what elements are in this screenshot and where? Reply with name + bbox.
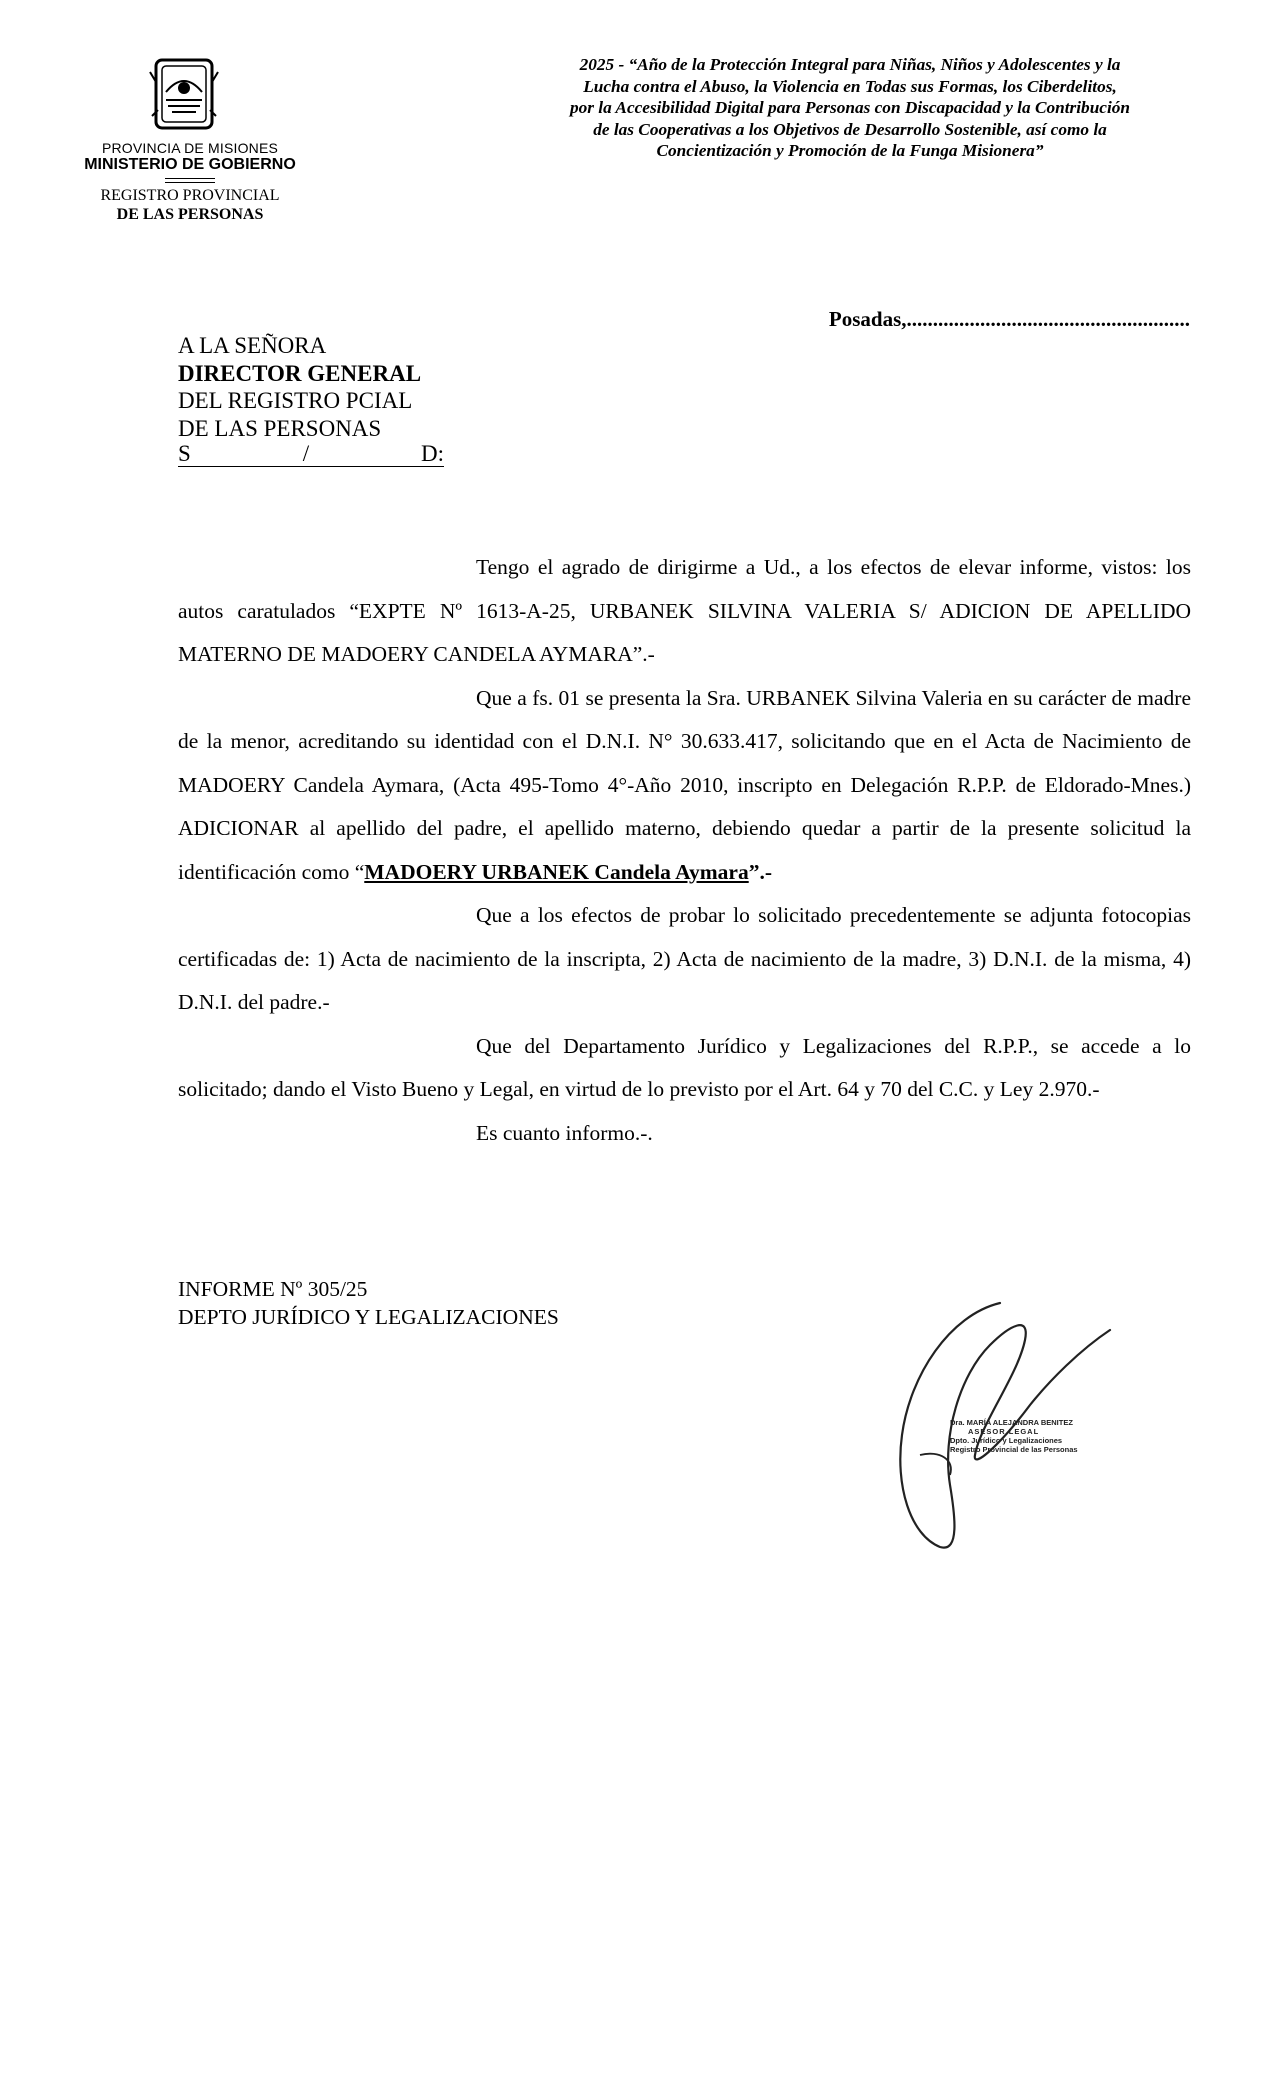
stamp-department: Dpto. Jurídico y Legalizaciones [950, 1436, 1063, 1445]
report-body [178, 546, 1191, 1155]
sd-d: D: [421, 441, 444, 466]
quote-open: “ [354, 859, 365, 884]
province-crest-logo [142, 52, 226, 136]
sd-line [178, 442, 444, 467]
paragraph-closing: Es cuanto informo.-. [476, 1120, 653, 1145]
sd-slash: / [302, 441, 310, 466]
report-department: DEPTO JURÍDICO Y LEGALIZACIONES [178, 1305, 559, 1329]
addressee-line1: A LA SEÑORA [178, 333, 327, 358]
motto-line: 2025 - “Año de la Protección Integral para Niñas, Niños y Adolescentes y la [579, 55, 1121, 74]
province-name: PROVINCIA DE MISIONES [101, 140, 279, 156]
paragraph-intro: Tengo el agrado de dirigirme a Ud., a los efectos de elevar informe, vistos: los autos caratulados “EXPTE Nº 1613-A-25, URBANEK SILVINA VALERIA S/ ADICION DE APELLIDO MATERNO DE MADOERY CANDELA AYMARA”.- [178, 555, 1191, 666]
registry-name-line2: DE LAS PERSONAS [116, 206, 264, 223]
report-number: INFORME Nº 305/25 [178, 1277, 368, 1301]
motto-line: de las Cooperativas a los Objetivos de Desarrollo Sostenible, así como la [593, 119, 1107, 139]
motto-line: Lucha contra el Abuso, la Violencia en Todas sus Formas, los Ciberdelitos, [583, 76, 1117, 96]
stamp-name: Dra. MARÍA ALEJANDRA BENITEZ [950, 1418, 1073, 1427]
motto-line: por la Accesibilidad Digital para Personas con Discapacidad y la Contribución [569, 98, 1131, 117]
paragraph-attachments: Que a los efectos de probar lo solicitado precedentemente se adjunta fotocopias certificadas de: 1) Acta de nacimiento de la inscripta, 2) Acta de nacimiento de la madre, 3) D.N.I. de la misma, 4) D.N.I. del padre.- [178, 903, 1191, 1014]
addressee-title: DIRECTOR GENERAL [178, 360, 422, 386]
request-text: Que a fs. 01 se presenta la Sra. URBANEK Silvina Valeria en su carácter de madre de la menor, acreditando su identidad con el D.N.I. N° 30.633.417, solicitando que en el Acta de Nacimiento de MADOERY Candela Aymara, (Acta 495-Tomo 4°-Año 2010, inscripto en Delegación R.P.P. de Eldorado-Mnes.) ADICIONAR al apellido del padre, el apellido materno, debiendo quedar a partir de la presente solicitud la identificación como [178, 685, 1191, 884]
quote-close: ”.- [748, 859, 773, 884]
organization-block [60, 140, 320, 224]
addressee-line4: DE LAS PERSONAS [178, 415, 382, 441]
sd-s: S [178, 441, 191, 466]
header-divider [165, 178, 215, 183]
motto-line: Concientización y Promoción de la Funga Misionera” [656, 141, 1044, 160]
report-footer [178, 1275, 559, 1331]
paragraph-request [178, 677, 1191, 895]
resulting-name: MADOERY URBANEK Candela Aymara [364, 859, 749, 884]
registry-name-line1: REGISTRO PROVINCIAL [100, 187, 280, 204]
addressee-block [178, 332, 444, 467]
stamp-registry: Registro Provincial de las Personas [950, 1445, 1078, 1454]
addressee-line3: DEL REGISTRO PCIAL [178, 388, 413, 413]
year-motto [490, 54, 1210, 162]
paragraph-approval: Que del Departamento Jurídico y Legalizaciones del R.P.P., se accede a lo solicitado; dando el Visto Bueno y Legal, en virtud de lo previsto por el Art. 64 y 70 del C.C. y Ley 2.970.- [178, 1033, 1191, 1101]
place-date-line: Posadas,...................................................... [828, 307, 1190, 331]
legal-advisor-stamp [950, 1418, 1110, 1454]
ministry-name: MINISTERIO DE GOBIERNO [84, 156, 296, 173]
stamp-role: ASESOR LEGAL [968, 1427, 1040, 1436]
